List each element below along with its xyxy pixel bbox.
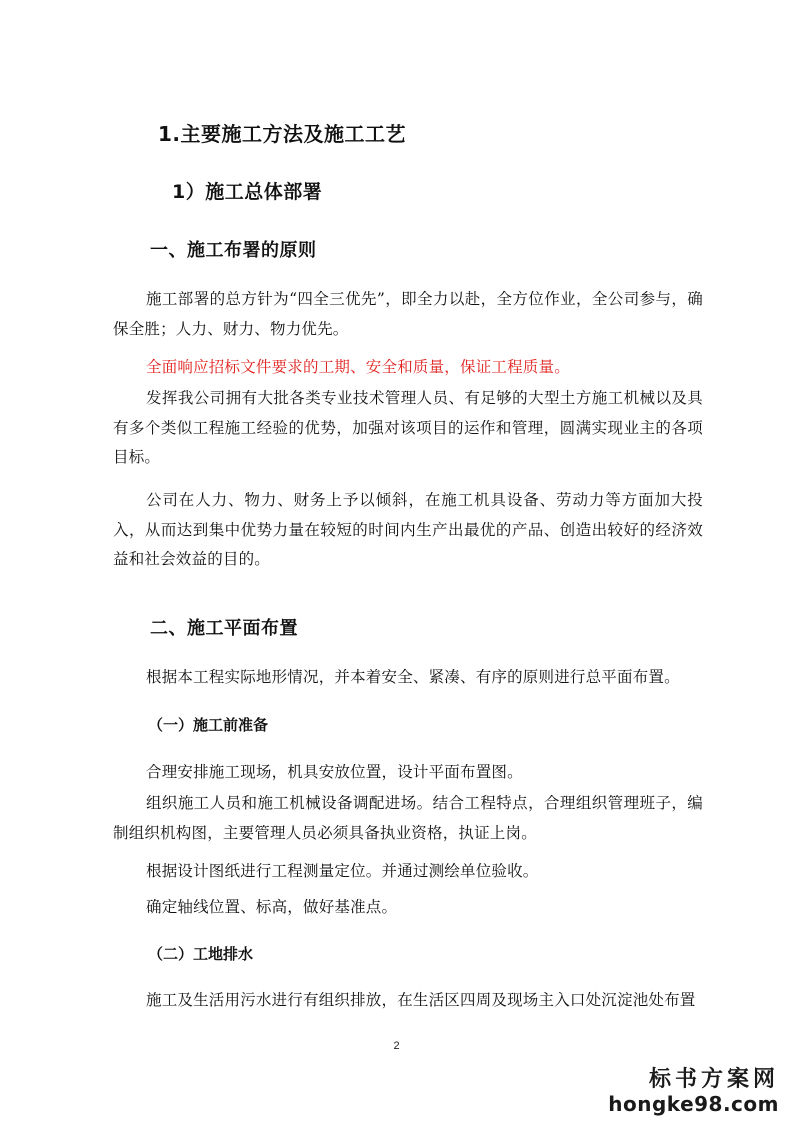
section1-paragraph-3: 发挥我公司拥有大批各类专业技术管理人员、有足够的大型土方施工机械以及具有多个类似工程施工经验的优势，加强对该项目的运作和管理，圆满实现业主的各项目标。 [113,389,703,466]
site-watermark [608,1068,779,1116]
section1-paragraph-4: 公司在人力、物力、财务上予以倾斜，在施工机具设备、劳动力等方面加大投入，从而达到集中优势力量在较短的时间内生产出最优的产品、创造出较好的经济效益和社会效益的目的。 [113,491,703,568]
section1-paragraph-1: 施工部署的总方针为“四全三优先”，即全力以赴，全方位作业，全公司参与，确保全胜；人力、财力、物力优先。 [113,290,703,338]
sub2-paragraph-1: 施工及生活用污水进行有组织排放，在生活区四周及现场主入口处沉淀池处布置 [146,991,696,1009]
sub-heading: 1）施工总体部署 [172,181,323,203]
sub1-paragraph-1: 合理安排施工现场，机具安放位置，设计平面布置图。 [146,763,523,781]
sub1-paragraph-3: 根据设计图纸进行工程测量定位。并通过测绘单位验收。 [146,862,539,880]
section1-title: 一、施工布署的原则 [150,240,317,261]
section2-sub1-title: （一）施工前准备 [148,716,269,734]
watermark-cn: 标书方案网 [648,1067,779,1092]
watermark-en: hongke98.com [608,1092,779,1116]
section2-intro: 根据本工程实际地形情况，并本着安全、紧凑、有序的原则进行总平面布置。 [146,668,680,686]
page-number: 2 [393,1040,400,1052]
section2-title: 二、施工平面布置 [150,618,298,639]
sub1-paragraph-2: 组织施工人员和施工机械设备调配进场。结合工程特点，合理组织管理班子，编制组织机构图，主要管理人员必须具备执业资格，执证上岗。 [113,794,703,842]
section1-paragraph-2-highlight: 全面响应招标文件要求的工期、安全和质量，保证工程质量。 [146,358,570,376]
sub1-paragraph-4: 确定轴线位置、标高，做好基准点。 [146,898,398,916]
main-heading: 1.主要施工方法及施工工艺 [158,122,407,146]
section2-sub2-title: （二）工地排水 [148,945,254,963]
